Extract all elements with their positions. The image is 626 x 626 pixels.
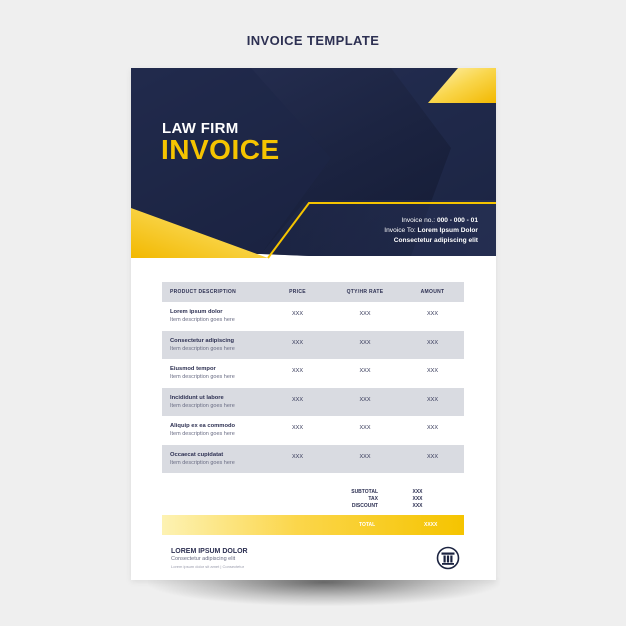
- item-amount: XXX: [426, 311, 438, 317]
- table-header: [162, 282, 464, 302]
- item-price: XXX: [291, 368, 303, 374]
- table-row: [162, 416, 464, 445]
- item-price: XXX: [291, 396, 303, 403]
- tax-line: [335, 496, 455, 503]
- item-price: XXX: [291, 453, 303, 460]
- column-header-description: PRODUCT DESCRIPTION: [170, 289, 236, 295]
- invoice-title: INVOICE: [161, 134, 280, 165]
- table-row: [162, 331, 464, 360]
- discount-label: DISCOUNT: [351, 503, 378, 509]
- table-row: [162, 445, 464, 474]
- invoice-sheet: [131, 68, 496, 580]
- subtotal-line: [335, 489, 455, 496]
- invoice-to-value: Lorem Ipsum Dolor: [417, 227, 478, 234]
- subtotal-label: SUBTOTAL: [351, 489, 378, 495]
- item-qty: XXX: [359, 339, 371, 346]
- item-price: XXX: [291, 339, 303, 346]
- table-row: [162, 302, 464, 331]
- tax-value: XXX: [412, 496, 423, 502]
- item-amount: XXX: [426, 396, 438, 403]
- item-qty: XXX: [359, 396, 371, 403]
- item-price: XXX: [291, 311, 303, 317]
- firm-label: LAW FIRM: [162, 120, 239, 137]
- invoice-meta: [384, 216, 478, 246]
- total-label: TOTAL: [359, 522, 376, 528]
- item-description: Item description goes here: [170, 374, 235, 381]
- item-amount: XXX: [426, 339, 438, 346]
- item-price: XXX: [291, 425, 303, 431]
- item-amount: XXX: [426, 368, 438, 374]
- item-description: Item description goes here: [170, 459, 235, 466]
- tax-label: TAX: [368, 496, 378, 502]
- item-description: Item description goes here: [170, 345, 235, 352]
- courthouse-pillar-icon: [436, 546, 460, 570]
- item-amount: XXX: [426, 453, 438, 460]
- invoice-number-line: [384, 216, 478, 226]
- item-name: Eiusmod tempor: [170, 366, 216, 373]
- item-description: Item description goes here: [170, 402, 235, 409]
- page-heading: INVOICE TEMPLATE: [246, 33, 380, 48]
- item-description: Item description goes here: [170, 431, 235, 438]
- item-qty: XXX: [359, 453, 371, 460]
- total-bar: [162, 515, 464, 535]
- items-table: [162, 282, 464, 473]
- footer-title: LOREM IPSUM DOLOR: [171, 548, 248, 555]
- invoice-to-line: [384, 226, 478, 236]
- discount-line: [335, 503, 455, 510]
- invoice-number-value: 000 - 000 - 01: [436, 217, 478, 224]
- item-description: Item description goes here: [170, 317, 235, 324]
- item-name: Incididunt ut labore: [170, 394, 224, 401]
- invoice-number-label: Invoice no.:: [401, 217, 436, 224]
- invoice-to-label: Invoice To:: [384, 227, 416, 234]
- item-qty: XXX: [359, 368, 371, 374]
- total-value: XXXX: [424, 522, 438, 528]
- footer-note: Lorem ipsum dolor sit amet | Consectetur: [171, 564, 245, 569]
- item-name: Consectetur adipiscing: [170, 337, 235, 344]
- item-name: Aliquip ex ea commodo: [170, 423, 236, 430]
- table-row: [162, 388, 464, 417]
- item-qty: XXX: [359, 311, 371, 317]
- item-qty: XXX: [359, 425, 371, 431]
- footer-subtitle: Consectetur adipiscing elit: [171, 556, 236, 562]
- item-name: Lorem ipsum dolor: [170, 309, 223, 316]
- subtotal-value: XXX: [412, 489, 423, 495]
- column-header-qty: QTY/HR RATE: [346, 289, 384, 295]
- discount-value: XXX: [412, 503, 423, 509]
- item-name: Occaecat cupidatat: [170, 451, 224, 458]
- table-row: [162, 359, 464, 388]
- totals-block: [335, 489, 455, 510]
- item-amount: XXX: [426, 425, 438, 431]
- invoice-address: [384, 236, 478, 246]
- column-header-price: PRICE: [289, 289, 306, 295]
- column-header-amount: AMOUNT: [420, 289, 445, 295]
- invoice-address-text: Consectetur adipiscing elit: [393, 237, 478, 244]
